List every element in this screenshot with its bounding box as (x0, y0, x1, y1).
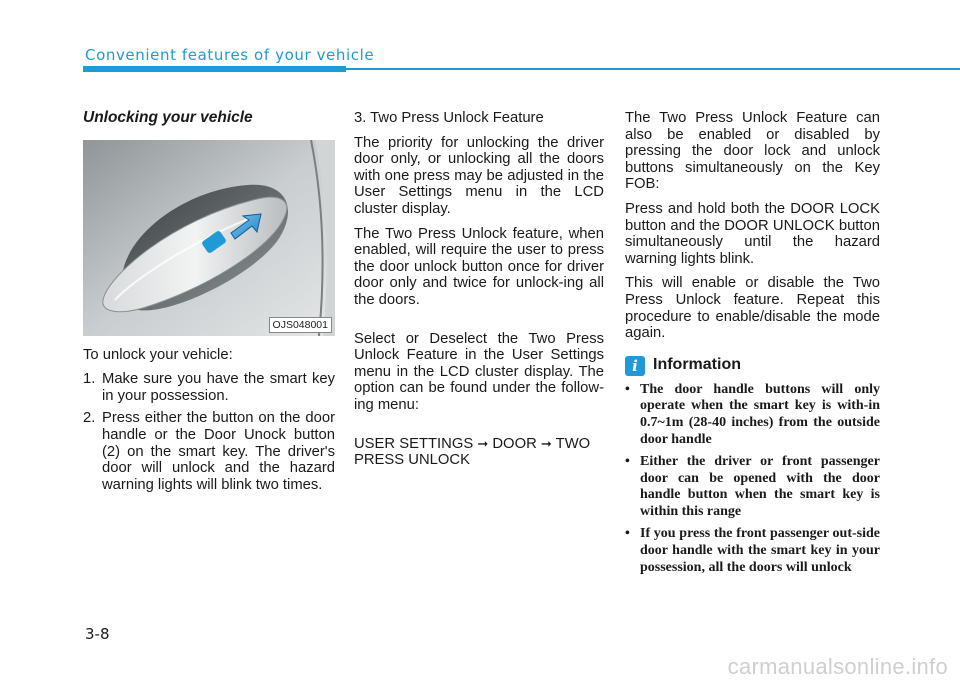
information-icon: i (625, 356, 645, 376)
list-item: • The door handle buttons will only operate when the smart key is with-in 0.7~1m (28-40 inches) from the outside door handle (625, 381, 880, 447)
menu-path-step: USER SETTINGS (354, 435, 474, 452)
list-item: • Either the driver or front passenger door can be opened with the door handle button when the smart key is within this range (625, 454, 880, 519)
paragraph: Press and hold both the DOOR LOCK button and the DOOR UNLOCK button simultaneously until the hazard warning lights blink. (625, 200, 880, 267)
step-text: Press either the button on the door handle or the Door Unock button (2) on the smart key. The driver's door will unlock and the hazard warning lights will blink two times. (102, 410, 335, 493)
photo-reference-code: OJS048001 (269, 317, 332, 333)
column-middle (354, 110, 604, 477)
bullet-icon: • (625, 454, 630, 470)
paragraph: The priority for unlocking the driver door only, or unlocking all the doors with one press may be adjusted in the User Settings menu in the LCD cluster display. (354, 134, 604, 217)
step-number: 1. (83, 371, 96, 388)
column-right (625, 110, 880, 582)
header-rule (346, 68, 960, 70)
information-title: Information (653, 356, 741, 374)
door-handle-illustration (83, 140, 335, 336)
unlock-intro: To unlock your vehicle: (83, 346, 233, 363)
list-item: • If you press the front passenger out-side door handle with the smart key in your possession, all the doors will unlock (625, 526, 880, 575)
column-left (83, 110, 335, 499)
unlock-steps (83, 371, 335, 493)
paragraph: The Two Press Unlock Feature can also be enabled or disabled by pressing the door lock and unlock buttons simultaneously on the Key FOB: (625, 110, 880, 193)
bullet-icon: • (625, 526, 630, 542)
menu-path (354, 436, 604, 469)
paragraph: This will enable or disable the Two Press Unlock feature. Repeat this procedure to enable/disable the mode again. (625, 275, 880, 342)
header-accent-bar (83, 66, 346, 72)
menu-path-step: DOOR (492, 435, 537, 452)
bullet-icon: • (625, 381, 630, 397)
paragraph: Select or Deselect the Two Press Unlock Feature in the User Settings menu in the LCD cluster display. The option can be found under the follow-ing menu: (354, 330, 604, 413)
arrow-right-icon: ➞ (540, 435, 552, 451)
section-title: Unlocking your vehicle (83, 109, 253, 126)
list-item (83, 371, 335, 404)
step-number: 2. (83, 410, 96, 427)
paragraph: The Two Press Unlock feature, when enabled, will require the user to press the door unlock button once for driver door only and twice for unlock-ing all the doors. (354, 225, 604, 308)
step-text: Make sure you have the smart key in your possession. (102, 371, 335, 404)
information-list (625, 382, 880, 577)
watermark: carmanualsonline.info (727, 654, 948, 679)
information-header (625, 356, 880, 376)
page-number: 3-8 (85, 625, 110, 643)
menu-path-step: TWO PRESS UNLOCK (354, 435, 591, 469)
section-header: Convenient features of your vehicle (85, 46, 375, 64)
feature-heading: 3. Two Press Unlock Feature (354, 110, 544, 126)
list-item (83, 410, 335, 493)
arrow-right-icon: ➞ (477, 435, 489, 451)
door-handle-photo (83, 140, 335, 336)
